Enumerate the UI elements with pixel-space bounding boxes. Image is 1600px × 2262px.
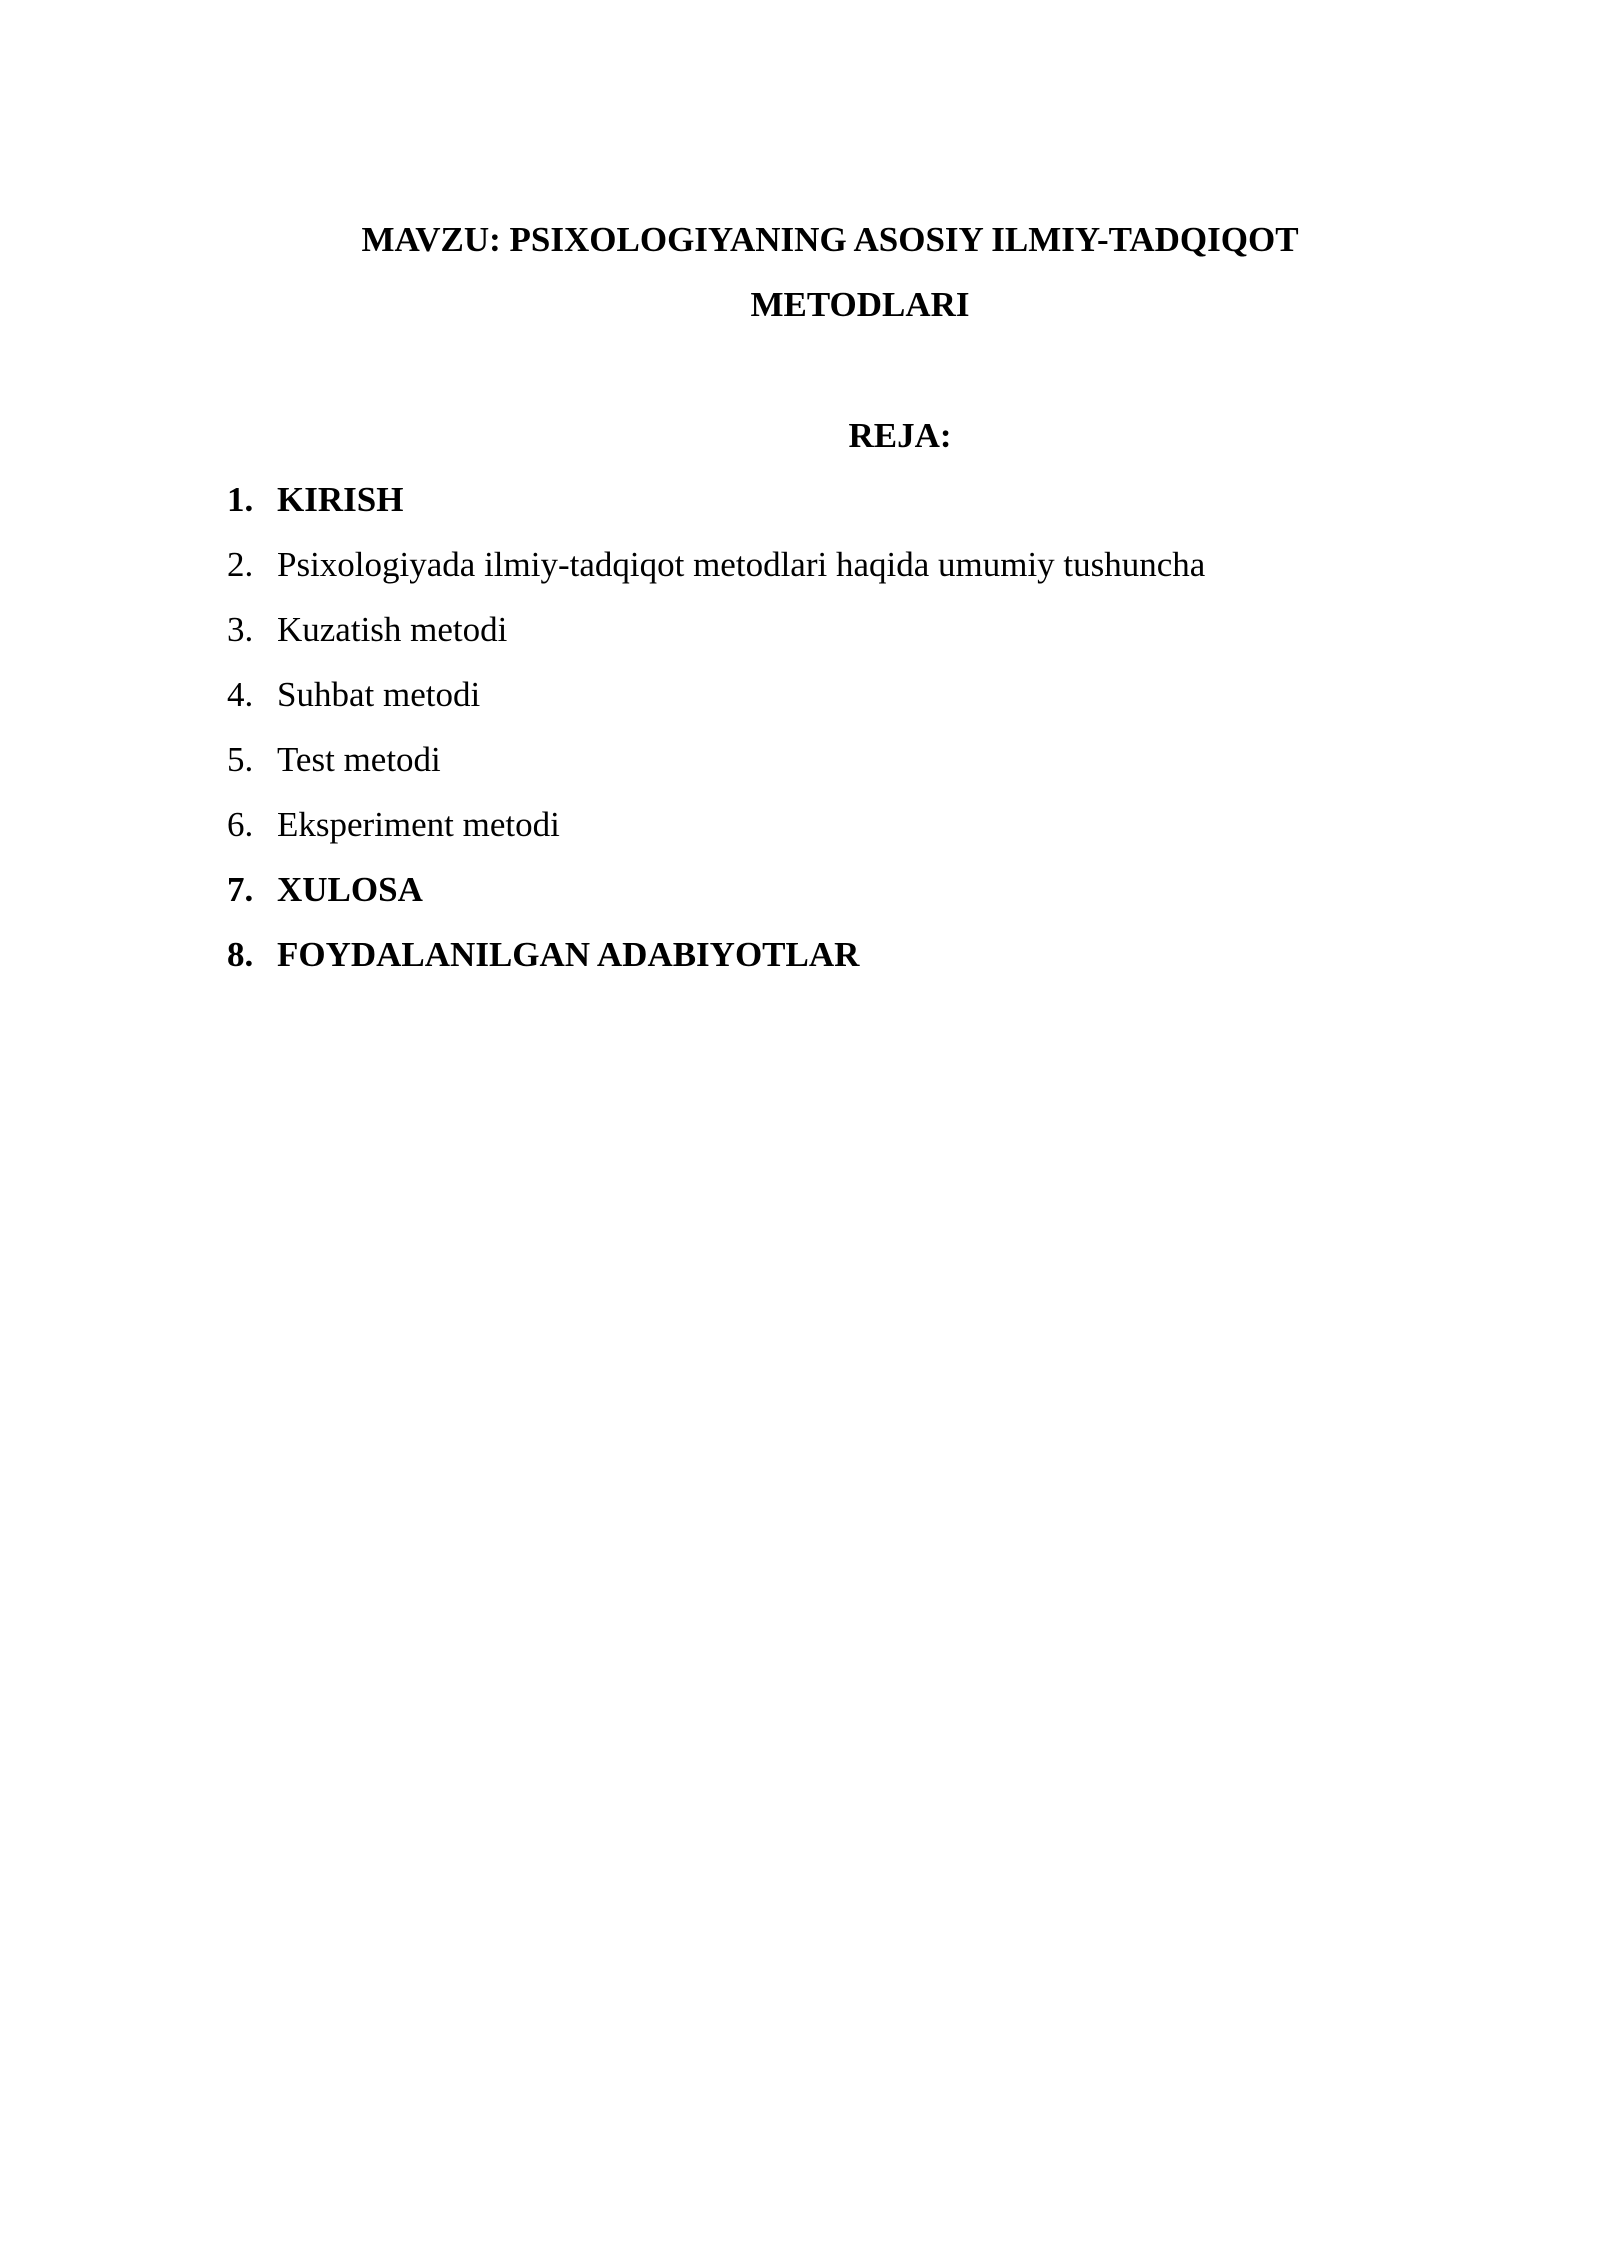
plan-item-test [227, 738, 1205, 803]
plan-item-text: FOYDALANILGAN ADABIYOTLAR [277, 935, 860, 974]
plan-item-text: Suhbat metodi [277, 675, 481, 714]
plan-item-number: 6. [227, 805, 254, 844]
plan-item-text: Psixologiyada ilmiy-tadqiqot metodlari haqida umumiy tushuncha [277, 545, 1206, 584]
plan-item-number: 2. [227, 545, 254, 584]
plan-item-number: 7. [227, 870, 254, 909]
plan-item-references [227, 933, 1205, 998]
plan-item-number: 1. [227, 480, 254, 519]
plan-item-number: 5. [227, 740, 254, 779]
document-title-line-1: MAVZU: PSIXOLOGIYANING ASOSIY ILMIY-TADQIQOT [361, 220, 1299, 259]
plan-item-experiment [227, 803, 1205, 868]
plan-item-number: 4. [227, 675, 254, 714]
plan-item-number: 3. [227, 610, 254, 649]
plan-item-interview [227, 673, 1205, 738]
plan-item-text: Kuzatish metodi [277, 610, 508, 649]
plan-item-text: XULOSA [277, 870, 423, 909]
plan-item-text: KIRISH [277, 480, 404, 519]
plan-item-observation [227, 608, 1205, 673]
document-title-line-2: METODLARI [750, 285, 970, 324]
plan-item-number: 8. [227, 935, 254, 974]
plan-list [227, 478, 1205, 998]
plan-heading: REJA: [848, 416, 952, 455]
plan-item-introduction [227, 478, 1205, 543]
plan-item-text: Eksperiment metodi [277, 805, 560, 844]
plan-item-text: Test metodi [277, 740, 441, 779]
plan-item-conclusion [227, 868, 1205, 933]
plan-item-overview [227, 543, 1205, 608]
